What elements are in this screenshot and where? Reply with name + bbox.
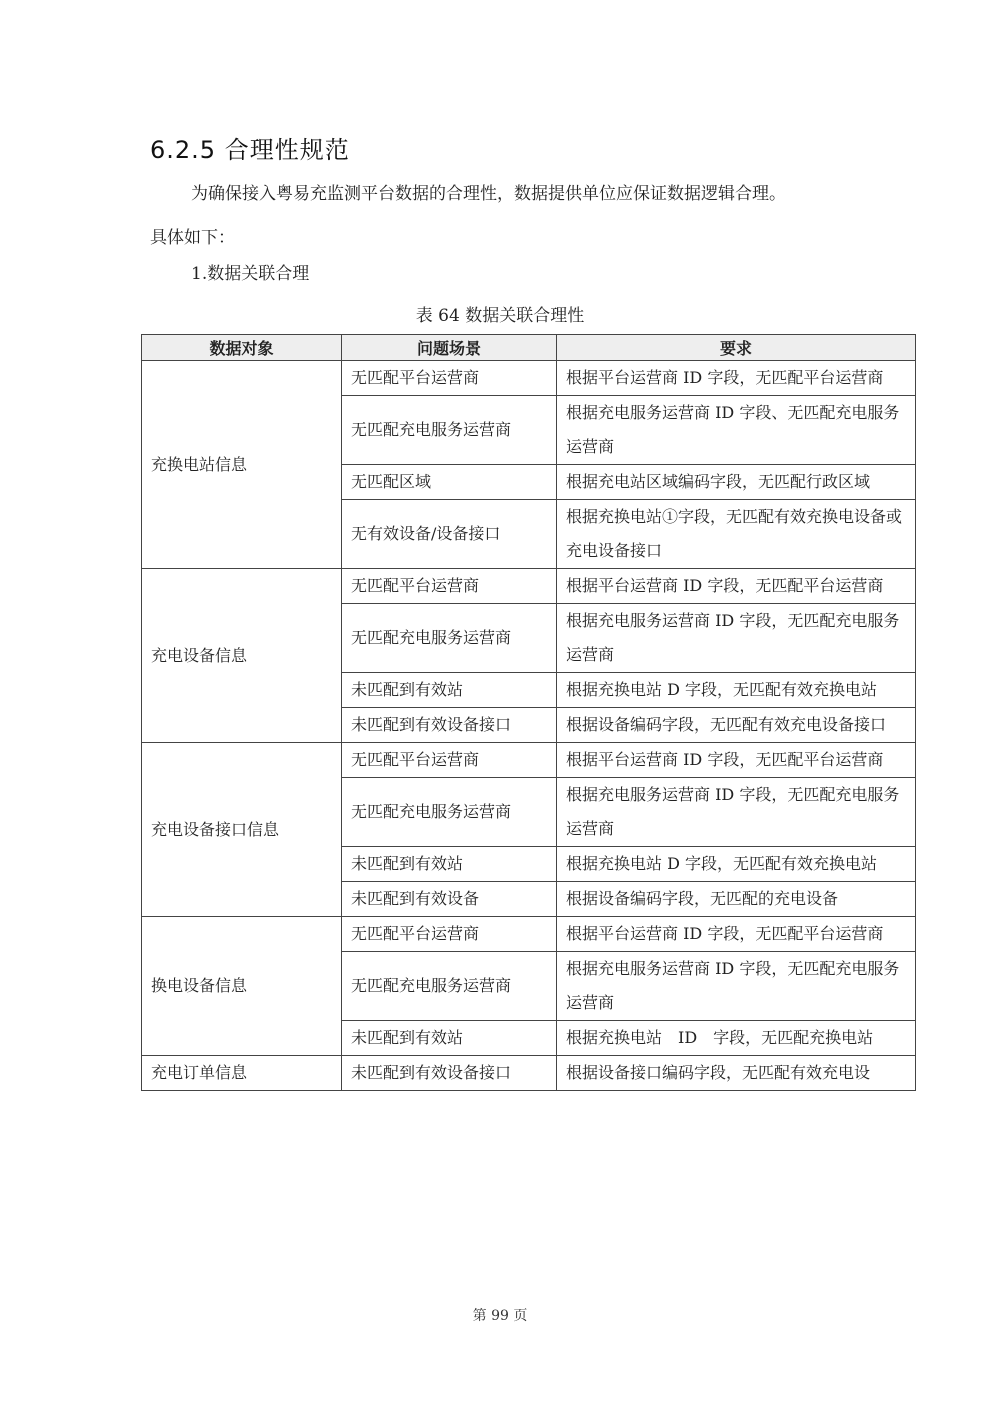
requirement-cell: 根据平台运营商 ID 字段，无匹配平台运营商 bbox=[557, 743, 916, 778]
data-object-cell: 换电设备信息 bbox=[142, 917, 342, 1056]
problem-scene-cell: 未匹配到有效站 bbox=[342, 673, 557, 708]
problem-scene-cell: 无匹配充电服务运营商 bbox=[342, 604, 557, 673]
data-object-cell: 充电订单信息 bbox=[142, 1056, 342, 1091]
requirement-cell: 根据平台运营商 ID 字段，无匹配平台运营商 bbox=[557, 361, 916, 396]
requirement-cell: 根据充电服务运营商 ID 字段，无匹配充电服务运营商 bbox=[557, 778, 916, 847]
problem-scene-cell: 无匹配区域 bbox=[342, 465, 557, 500]
requirement-cell: 根据充换电站①字段，无匹配有效充换电设备或 充电设备接口 bbox=[557, 500, 916, 569]
requirement-cell: 根据充电站区域编码字段，无匹配行政区域 bbox=[557, 465, 916, 500]
requirement-cell: 根据充换电站 D 字段，无匹配有效充换电站 bbox=[557, 847, 916, 882]
requirement-cell: 根据充电服务运营商 ID 字段，无匹配充电服务运营商 bbox=[557, 952, 916, 1021]
table-row bbox=[142, 1056, 916, 1091]
header-data-object: 数据对象 bbox=[142, 335, 342, 361]
requirement-cell: 根据充电服务运营商 ID 字段、无匹配充电服务运营商 bbox=[557, 396, 916, 465]
requirement-cell: 根据设备编码字段，无匹配有效充电设备接口 bbox=[557, 708, 916, 743]
table-row bbox=[142, 569, 916, 604]
data-object-cell: 充换电站信息 bbox=[142, 361, 342, 569]
problem-scene-cell: 无匹配平台运营商 bbox=[342, 917, 557, 952]
table-row bbox=[142, 361, 916, 396]
problem-scene-cell: 无匹配平台运营商 bbox=[342, 743, 557, 778]
problem-scene-cell: 无匹配充电服务运营商 bbox=[342, 778, 557, 847]
data-object-cell: 充电设备接口信息 bbox=[142, 743, 342, 917]
page-number: 第 99 页 bbox=[472, 1308, 528, 1324]
table-row bbox=[142, 743, 916, 778]
problem-scene-cell: 无有效设备/设备接口 bbox=[342, 500, 557, 569]
data-object-cell: 充电设备信息 bbox=[142, 569, 342, 743]
requirement-cell: 根据平台运营商 ID 字段，无匹配平台运营商 bbox=[557, 569, 916, 604]
section-heading: 6.2.5 合理性规范 bbox=[150, 136, 350, 164]
requirement-cell: 根据充换电站 ID 字段，无匹配充换电站 bbox=[557, 1021, 916, 1056]
problem-scene-cell: 无匹配充电服务运营商 bbox=[342, 396, 557, 465]
table-caption: 表 64 数据关联合理性 bbox=[415, 306, 585, 326]
intro-paragraph: 为确保接入粤易充监测平台数据的合理性，数据提供单位应保证数据逻辑合理。 bbox=[191, 184, 786, 204]
problem-scene-cell: 未匹配到有效设备 bbox=[342, 882, 557, 917]
requirement-cell: 根据充电服务运营商 ID 字段，无匹配充电服务运营商 bbox=[557, 604, 916, 673]
problem-scene-cell: 无匹配充电服务运营商 bbox=[342, 952, 557, 1021]
requirement-cell: 根据平台运营商 ID 字段，无匹配平台运营商 bbox=[557, 917, 916, 952]
requirement-cell: 根据设备编码字段，无匹配的充电设备 bbox=[557, 882, 916, 917]
problem-scene-cell: 未匹配到有效站 bbox=[342, 1021, 557, 1056]
problem-scene-cell: 无匹配平台运营商 bbox=[342, 569, 557, 604]
problem-scene-cell: 未匹配到有效设备接口 bbox=[342, 708, 557, 743]
table-header-row bbox=[142, 335, 916, 361]
header-problem-scene: 问题场景 bbox=[342, 335, 557, 361]
requirement-cell: 根据设备接口编码字段，无匹配有效充电设 bbox=[557, 1056, 916, 1091]
header-requirement: 要求 bbox=[557, 335, 916, 361]
table-row bbox=[142, 917, 916, 952]
problem-scene-cell: 未匹配到有效设备接口 bbox=[342, 1056, 557, 1091]
problem-scene-cell: 未匹配到有效站 bbox=[342, 847, 557, 882]
requirement-cell: 根据充换电站 D 字段，无匹配有效充换电站 bbox=[557, 673, 916, 708]
data-association-table bbox=[141, 334, 916, 1091]
problem-scene-cell: 无匹配平台运营商 bbox=[342, 361, 557, 396]
list-item-data-association: 1.数据关联合理 bbox=[191, 264, 310, 284]
intro-continuation: 具体如下： bbox=[150, 228, 235, 248]
